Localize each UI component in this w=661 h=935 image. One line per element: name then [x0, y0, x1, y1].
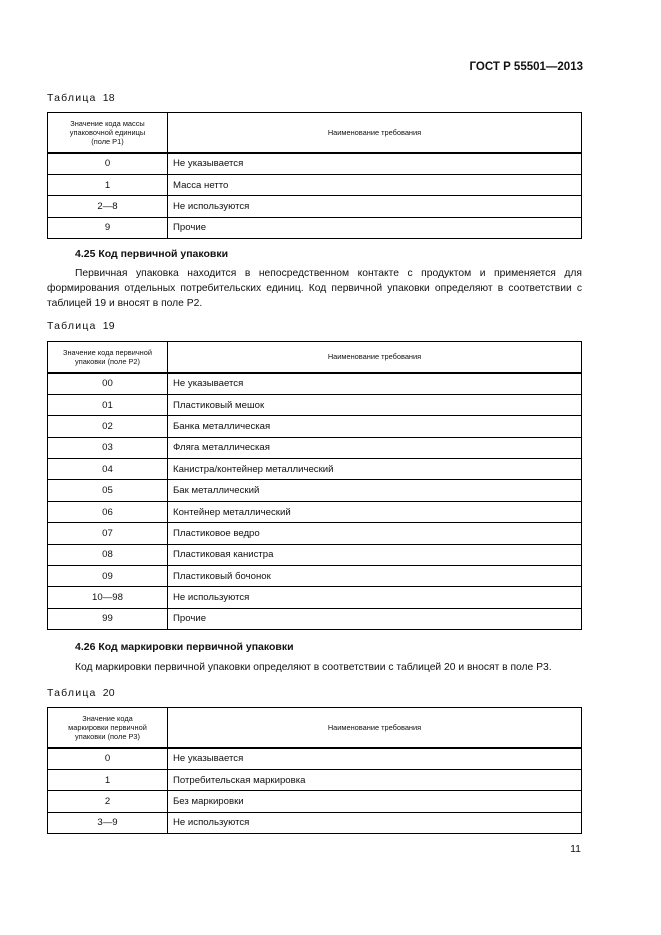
- code-cell: 07: [48, 523, 168, 544]
- code-cell: 2: [48, 791, 168, 812]
- column-header-code: Значение кода массы упаковочной единицы (поле P1): [48, 113, 168, 153]
- requirement-name-cell: Не используются: [168, 196, 582, 217]
- table-row: [48, 566, 582, 587]
- code-cell: 08: [48, 544, 168, 565]
- table-row: [48, 791, 582, 812]
- table-caption-label: Таблица: [47, 687, 97, 699]
- code-cell: 02: [48, 416, 168, 437]
- requirement-name-cell: Банка металлическая: [168, 416, 582, 437]
- code-cell: 2—8: [48, 196, 168, 217]
- code-cell: 3—9: [48, 812, 168, 833]
- requirement-name-cell: Прочие: [168, 608, 582, 629]
- section-4-25-text: Первичная упаковка находится в непосредственном контакте с продуктом и применяется для формирования отдельных потребительских единиц. Код первичной упаковки определяют в соответствии с таблицей 19 и вносят в поле P2.: [47, 268, 582, 309]
- table-row: [48, 416, 582, 437]
- code-cell: 9: [48, 217, 168, 238]
- table-row: [48, 748, 582, 770]
- section-4-25-heading: 4.25 Код первичной упаковки: [75, 248, 229, 260]
- code-cell: 1: [48, 769, 168, 790]
- table-20-caption: [47, 687, 115, 699]
- table-row: [48, 174, 582, 195]
- code-cell: 05: [48, 480, 168, 501]
- requirement-name-cell: Не указывается: [168, 748, 582, 770]
- requirement-name-cell: Без маркировки: [168, 791, 582, 812]
- requirement-name-cell: Канистра/контейнер металлический: [168, 459, 582, 480]
- column-header-code: Значение кода первичной упаковки (поле P2): [48, 342, 168, 373]
- table-caption-number: 20: [102, 687, 115, 699]
- table-row: [48, 501, 582, 522]
- code-cell: 10—98: [48, 587, 168, 608]
- table-row: [48, 812, 582, 833]
- table-row: [48, 587, 582, 608]
- requirement-name-cell: Не используются: [168, 812, 582, 833]
- table-row: [48, 196, 582, 217]
- requirement-name-cell: Прочие: [168, 217, 582, 238]
- requirement-name-cell: Пластиковое ведро: [168, 523, 582, 544]
- table-row: [48, 437, 582, 458]
- table-row: [48, 523, 582, 544]
- table-caption-number: 18: [102, 92, 115, 104]
- requirement-name-cell: Контейнер металлический: [168, 501, 582, 522]
- table-row: [48, 544, 582, 565]
- code-cell: 09: [48, 566, 168, 587]
- code-cell: 01: [48, 394, 168, 415]
- requirement-name-cell: Пластиковый мешок: [168, 394, 582, 415]
- requirement-name-cell: Масса нетто: [168, 174, 582, 195]
- code-cell: 1: [48, 174, 168, 195]
- page-number: 11: [570, 843, 581, 855]
- requirement-name-cell: Фляга металлическая: [168, 437, 582, 458]
- code-cell: 03: [48, 437, 168, 458]
- table-row: [48, 459, 582, 480]
- section-4-26-text: Код маркировки первичной упаковки определяют в соответствии с таблицей 20 и вносят в поле P3.: [75, 662, 552, 673]
- table-row: [48, 217, 582, 238]
- code-cell: 0: [48, 153, 168, 175]
- table-19: [47, 341, 582, 630]
- table-row: [48, 394, 582, 415]
- column-header-name: Наименование требования: [168, 342, 582, 373]
- requirement-name-cell: Не используются: [168, 587, 582, 608]
- document-code: ГОСТ Р 55501—2013: [469, 61, 583, 73]
- table-row: [48, 480, 582, 501]
- requirement-name-cell: Бак металлический: [168, 480, 582, 501]
- table-18-caption: [47, 92, 115, 104]
- requirement-name-cell: Пластиковый бочонок: [168, 566, 582, 587]
- column-header-code: Значение кода маркировки первичной упаковки (поле P3): [48, 708, 168, 748]
- requirement-name-cell: Пластиковая канистра: [168, 544, 582, 565]
- table-row: [48, 769, 582, 790]
- table-20: [47, 707, 582, 834]
- table-row: [48, 608, 582, 629]
- requirement-name-cell: Не указывается: [168, 153, 582, 175]
- requirement-name-cell: Не указывается: [168, 373, 582, 395]
- code-cell: 06: [48, 501, 168, 522]
- code-cell: 04: [48, 459, 168, 480]
- column-header-name: Наименование требования: [168, 113, 582, 153]
- table-18: [47, 112, 582, 239]
- section-4-26-heading: 4.26 Код маркировки первичной упаковки: [75, 641, 294, 653]
- table-caption-label: Таблица: [47, 92, 97, 104]
- column-header-name: Наименование требования: [168, 708, 582, 748]
- table-19-caption: [47, 320, 115, 332]
- code-cell: 0: [48, 748, 168, 770]
- table-row: [48, 373, 582, 395]
- table-row: [48, 153, 582, 175]
- code-cell: 99: [48, 608, 168, 629]
- requirement-name-cell: Потребительская маркировка: [168, 769, 582, 790]
- table-caption-number: 19: [102, 320, 115, 332]
- code-cell: 00: [48, 373, 168, 395]
- table-caption-label: Таблица: [47, 320, 97, 332]
